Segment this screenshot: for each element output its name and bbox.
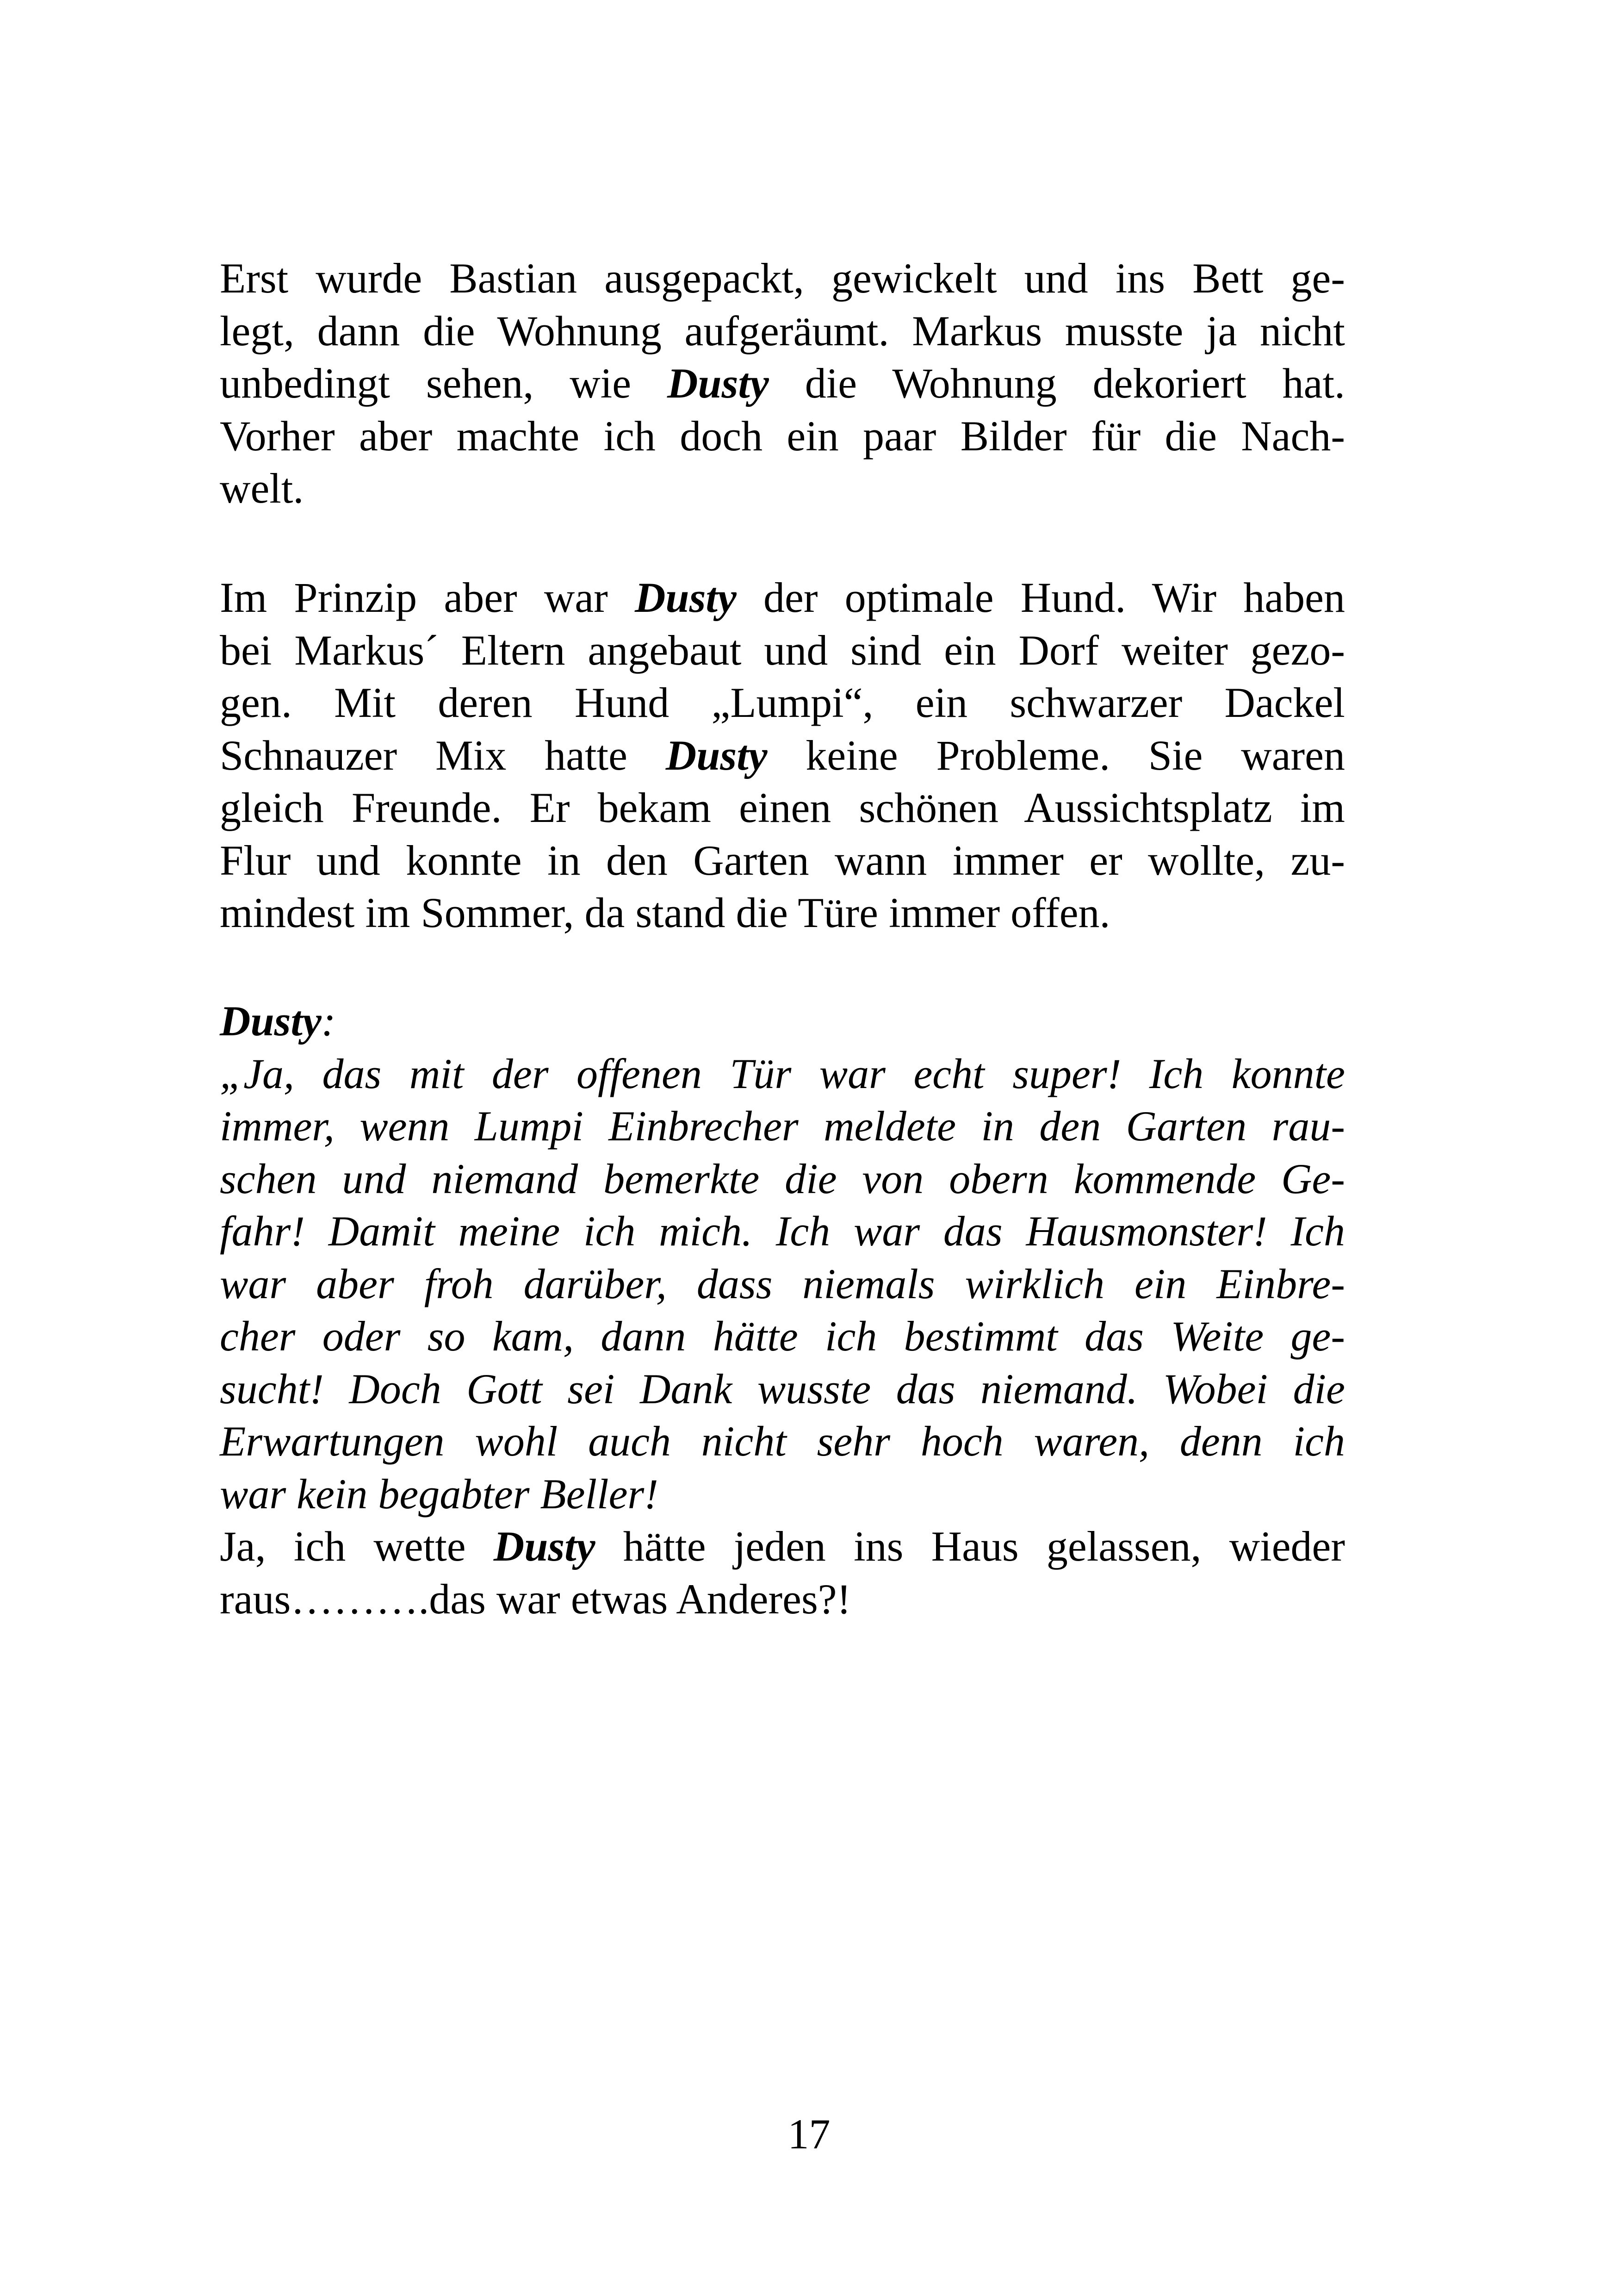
paragraph-2-line-4-start: Schnauzer Mix hatte	[220, 731, 627, 779]
paragraph-2-line-4	[220, 729, 1345, 782]
page-number: 17	[787, 2110, 831, 2158]
paragraph-1-line-1: Erst wurde Bastian ausgepackt, gewickelt und ins Bett ge-	[220, 255, 1345, 302]
after-speech-line-1-start: Ja, ich wette	[220, 1523, 466, 1570]
speech-line-4: fahr! Damit meine ich mich. Ich war das Hausmonster! Ich	[220, 1207, 1345, 1255]
paragraph-1-line-5: welt.	[220, 465, 304, 512]
speech-line-6: cher oder so kam, dann hätte ich bestimmt das Weite ge-	[220, 1313, 1345, 1360]
paragraph-1	[220, 252, 1345, 515]
speaker-name: Dusty	[220, 997, 322, 1045]
paragraph-2-line-1-start: Im Prinzip aber war	[220, 574, 608, 621]
paragraph-2-line-6: Flur und konnte in den Garten wann immer er wollte, zu-	[220, 836, 1345, 884]
paragraph-2-line-1-end: der optimale Hund. Wir haben	[763, 574, 1345, 621]
paragraph-1-line-3-start: unbedingt sehen, wie	[220, 360, 632, 407]
paragraph-2-line-2: bei Markus´ Eltern angebaut und sind ein Dorf weiter gezo-	[220, 626, 1345, 674]
after-speech-line-1-end: hätte jeden ins Haus gelassen, wieder	[623, 1523, 1345, 1570]
dusty-name: Dusty	[665, 731, 768, 779]
speaker-colon: :	[321, 997, 336, 1045]
paragraph-1-line-3	[220, 357, 1345, 410]
after-speech-line-2: raus……….das war etwas Anderes?!	[220, 1575, 851, 1623]
dusty-name: Dusty	[667, 360, 769, 407]
speech-line-9: war kein begabter Beller!	[220, 1470, 658, 1518]
speech-line-7: sucht! Doch Gott sei Dank wusste das niemand. Wobei die	[220, 1365, 1345, 1412]
speech-line-2: immer, wenn Lumpi Einbrecher meldete in den Garten rau-	[220, 1102, 1345, 1150]
speaker-heading	[220, 995, 1345, 1048]
speech-line-1: „Ja, das mit der offenen Tür war echt super! Ich konnte	[220, 1050, 1345, 1097]
paragraph-2-line-4-end: keine Probleme. Sie waren	[806, 731, 1345, 779]
paragraph-3	[220, 995, 1345, 1625]
dusty-name: Dusty	[493, 1523, 595, 1570]
paragraph-1-line-3-end: die Wohnung dekoriert hat.	[805, 360, 1345, 407]
paragraph-2-line-5: gleich Freunde. Er bekam einen schönen Aussichtsplatz im	[220, 784, 1345, 831]
dusty-name: Dusty	[634, 574, 737, 621]
paragraph-1-line-2: legt, dann die Wohnung aufgeräumt. Markus musste ja nicht	[220, 307, 1345, 355]
speech-line-3: schen und niemand bemerkte die von obern kommende Ge-	[220, 1155, 1345, 1202]
paragraph-1-line-4: Vorher aber machte ich doch ein paar Bilder für die Nach-	[220, 412, 1345, 460]
paragraph-2-line-7: mindest im Sommer, da stand die Türe immer offen.	[220, 889, 1110, 936]
paragraph-2-line-3: gen. Mit deren Hund „Lumpi“, ein schwarzer Dackel	[220, 679, 1345, 726]
paragraph-2-line-1	[220, 572, 1345, 624]
after-speech-line-1	[220, 1520, 1345, 1573]
speech-line-8: Erwartungen wohl auch nicht sehr hoch waren, denn ich	[220, 1418, 1345, 1465]
paragraph-2	[220, 572, 1345, 940]
speech-line-5: war aber froh darüber, dass niemals wirklich ein Einbre-	[220, 1260, 1345, 1307]
